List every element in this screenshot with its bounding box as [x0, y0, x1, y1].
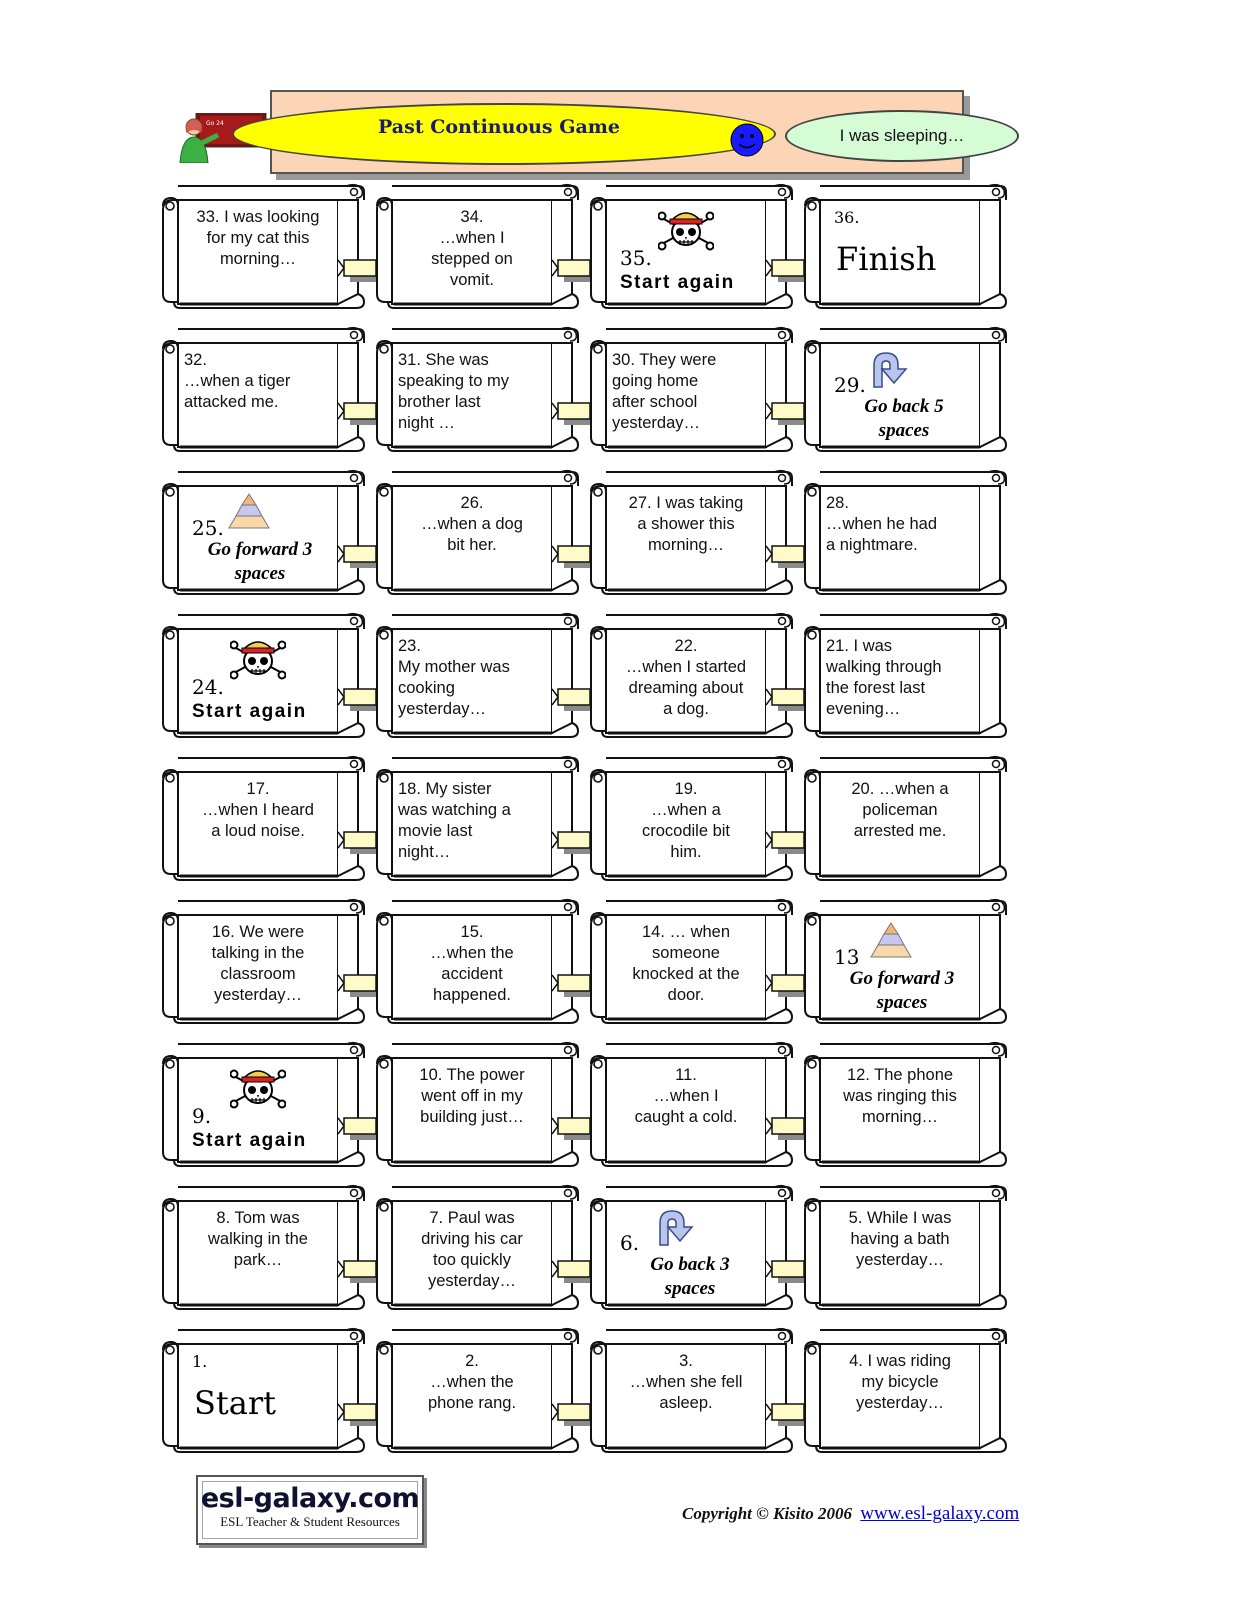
square-text	[826, 493, 974, 556]
square-content	[178, 200, 336, 302]
board-square-11	[586, 1038, 796, 1168]
square-line: 4. I was riding	[849, 1352, 951, 1370]
square-line: …when he had	[826, 515, 937, 533]
square-text	[398, 1065, 546, 1128]
square-number: 24.	[192, 675, 224, 699]
square-line: driving his car	[421, 1230, 523, 1248]
square-line: my bicycle	[861, 1373, 939, 1391]
square-text	[398, 1208, 546, 1292]
board-square-6	[586, 1181, 796, 1311]
pyramid-icon	[226, 492, 272, 532]
pirate-skull-icon	[230, 1066, 286, 1114]
square-line: a shower this	[637, 515, 735, 533]
board-square-34	[372, 180, 582, 310]
square-line: 28.	[826, 494, 849, 512]
square-line: cooking	[398, 679, 455, 697]
square-content	[392, 486, 550, 588]
square-line: 30. They were	[612, 351, 717, 369]
square-label: Start	[194, 1384, 277, 1422]
square-content	[606, 1201, 764, 1303]
square-line: him.	[670, 843, 702, 861]
board-square-17	[158, 752, 368, 882]
square-line: a loud noise.	[211, 822, 305, 840]
square-line: 2.	[465, 1352, 479, 1370]
square-text	[184, 922, 332, 1006]
square-line: 21. I was	[826, 637, 893, 655]
square-line: too quickly	[433, 1251, 511, 1269]
square-content	[606, 629, 764, 731]
square-content	[392, 629, 550, 731]
board-square-3	[586, 1324, 796, 1454]
square-line: 27. I was taking	[628, 494, 744, 512]
square-line: knocked at the	[632, 965, 740, 983]
square-line: classroom	[220, 965, 296, 983]
go-forward-label: Go forward 3 spaces	[849, 968, 955, 1013]
square-text	[826, 1065, 974, 1128]
square-line: …when the	[430, 944, 514, 962]
board-square-28	[800, 466, 1010, 596]
square-content	[606, 772, 764, 874]
square-line: morning…	[647, 536, 725, 554]
board-square-14	[586, 895, 796, 1025]
board-square-4	[800, 1324, 1010, 1454]
square-line: park…	[233, 1251, 283, 1269]
square-content	[606, 1344, 764, 1446]
board-square-31	[372, 323, 582, 453]
square-line: having a bath	[850, 1230, 950, 1248]
board-square-23	[372, 609, 582, 739]
square-text	[398, 1351, 546, 1414]
square-line: was watching a	[398, 801, 511, 819]
square-line: door.	[667, 986, 705, 1004]
square-line: a nightmare.	[826, 536, 918, 554]
board-square-21	[800, 609, 1010, 739]
square-line: My mother was	[398, 658, 510, 676]
square-line: brother last	[398, 393, 481, 411]
square-line: building just…	[420, 1108, 524, 1126]
board-square-12	[800, 1038, 1010, 1168]
square-line: happened.	[433, 986, 511, 1004]
square-line: caught a cold.	[634, 1108, 738, 1126]
square-line: 34.	[460, 208, 484, 226]
board-square-16	[158, 895, 368, 1025]
square-line: …when I started	[625, 658, 747, 676]
square-line: …when a dog	[421, 515, 523, 533]
pirate-skull-icon	[230, 637, 286, 685]
square-content	[178, 343, 336, 445]
square-line: yesterday…	[213, 986, 303, 1004]
board-square-15	[372, 895, 582, 1025]
square-content	[820, 1201, 978, 1303]
square-line: 22.	[674, 637, 698, 655]
board-square-5	[800, 1181, 1010, 1311]
square-content	[392, 1058, 550, 1160]
square-text	[184, 779, 332, 842]
square-text	[398, 350, 546, 434]
square-text	[826, 1351, 974, 1414]
square-line: 11.	[675, 1066, 697, 1084]
square-line: movie last	[398, 822, 473, 840]
pirate-skull-icon	[658, 208, 714, 256]
square-line: …when I	[439, 229, 505, 247]
square-line: 33. I was looking	[196, 208, 320, 226]
square-line: …when a tiger	[184, 372, 291, 390]
square-content	[606, 200, 764, 302]
square-line: going home	[612, 372, 699, 390]
square-number: 1.	[192, 1352, 208, 1371]
square-number: 25.	[192, 516, 224, 540]
u-turn-arrow-icon	[654, 1207, 698, 1247]
board-square-2	[372, 1324, 582, 1454]
square-content	[392, 1344, 550, 1446]
start-again-label: Start again	[620, 272, 735, 293]
square-line: …when a	[651, 801, 721, 819]
copyright-text: Copyright © Kisito 2006	[682, 1504, 852, 1523]
square-content	[392, 1201, 550, 1303]
board-square-18	[372, 752, 582, 882]
square-line: vomit.	[449, 271, 494, 289]
square-line: went off in my	[421, 1087, 523, 1105]
square-line: after school	[612, 393, 698, 411]
square-text	[826, 1208, 974, 1271]
square-line: …when I heard	[202, 801, 314, 819]
square-line: asleep.	[659, 1394, 713, 1412]
square-content	[820, 343, 978, 445]
square-text	[612, 1065, 760, 1128]
square-line: yesterday…	[427, 1272, 517, 1290]
square-content	[820, 772, 978, 874]
square-line: 32.	[184, 351, 207, 369]
square-content	[606, 486, 764, 588]
logo-subtitle: ESL Teacher & Student Resources	[220, 1514, 400, 1529]
square-content	[606, 1058, 764, 1160]
square-text	[398, 636, 546, 720]
square-line: …when I	[653, 1087, 719, 1105]
square-line: night …	[398, 414, 455, 432]
square-line: 12. The phone	[846, 1066, 954, 1084]
square-text	[398, 922, 546, 1006]
square-label: Finish	[836, 240, 937, 278]
board-square-10	[372, 1038, 582, 1168]
square-line: …when the	[430, 1373, 514, 1391]
square-content	[178, 772, 336, 874]
start-again-label: Start again	[192, 1130, 307, 1151]
square-content	[392, 200, 550, 302]
board-square-26	[372, 466, 582, 596]
logo-text: esl-galaxy.com	[200, 1483, 420, 1514]
square-line: 3.	[679, 1352, 693, 1370]
square-text	[612, 779, 760, 863]
esl-galaxy-logo[interactable]	[196, 1475, 424, 1545]
square-line: night…	[398, 843, 451, 861]
square-number: 13	[834, 945, 860, 969]
square-line: 7. Paul was	[429, 1209, 515, 1227]
pyramid-icon	[868, 921, 914, 961]
square-line: walking through	[826, 658, 942, 676]
square-line: the forest last	[826, 679, 926, 697]
square-line: policeman	[862, 801, 938, 819]
board-square-20	[800, 752, 1010, 882]
square-number: 29.	[834, 373, 866, 397]
square-content	[820, 1344, 978, 1446]
square-content	[178, 915, 336, 1017]
square-text	[398, 779, 546, 863]
square-line: walking in the	[208, 1230, 308, 1248]
square-line: dreaming about	[628, 679, 744, 697]
board-square-29	[800, 323, 1010, 453]
square-number: 36.	[834, 208, 860, 227]
square-number: 9.	[192, 1104, 212, 1128]
board-square-25	[158, 466, 368, 596]
square-content	[178, 486, 336, 588]
square-line: 20. …when a	[851, 780, 949, 798]
square-line: attacked me.	[184, 393, 279, 411]
board-square-33	[158, 180, 368, 310]
square-line: 10. The power	[419, 1066, 525, 1084]
square-text	[612, 493, 760, 556]
square-line: 5. While I was	[848, 1209, 952, 1227]
square-text	[612, 636, 760, 720]
go-back-label: Go back 5 spaces	[864, 396, 944, 441]
square-content	[178, 629, 336, 731]
square-number: 35.	[620, 246, 652, 270]
square-line: someone	[652, 944, 720, 962]
square-line: 16. We were	[211, 923, 305, 941]
board-square-7	[372, 1181, 582, 1311]
board-square-19	[586, 752, 796, 882]
square-line: yesterday…	[855, 1394, 945, 1412]
square-line: accident	[441, 965, 503, 983]
square-line: crocodile bit	[641, 822, 731, 840]
square-content	[178, 1058, 336, 1160]
square-line: morning…	[861, 1108, 939, 1126]
square-number: 6.	[620, 1231, 640, 1255]
square-content	[820, 486, 978, 588]
board-square-8	[158, 1181, 368, 1311]
square-line: bit her.	[447, 536, 497, 554]
game-title: Past Continuous Game	[378, 116, 620, 138]
square-line: a dog.	[663, 700, 709, 718]
square-line: stepped on	[431, 250, 513, 268]
speech-text: I was sleeping…	[839, 126, 965, 145]
square-content	[606, 915, 764, 1017]
square-line: talking in the	[211, 944, 305, 962]
square-text	[184, 207, 332, 270]
square-content	[606, 343, 764, 445]
svg-text:Go 24: Go 24	[206, 120, 224, 127]
board-square-24	[158, 609, 368, 739]
square-line: 14. … when	[641, 923, 731, 941]
square-line: evening…	[826, 700, 901, 718]
square-content	[820, 915, 978, 1017]
square-text	[184, 1208, 332, 1271]
square-line: 15.	[460, 923, 484, 941]
square-line: …when she fell	[629, 1373, 743, 1391]
square-line: speaking to my	[398, 372, 509, 390]
go-back-label: Go back 3 spaces	[650, 1254, 730, 1299]
square-text	[826, 636, 974, 720]
square-text	[826, 779, 974, 842]
board-square-30	[586, 323, 796, 453]
square-text	[398, 493, 546, 556]
square-line: 8. Tom was	[216, 1209, 300, 1227]
site-link[interactable]: www.esl-galaxy.com	[860, 1503, 1020, 1524]
go-forward-label: Go forward 3 spaces	[207, 539, 313, 584]
board-square-9	[158, 1038, 368, 1168]
square-text	[612, 350, 760, 434]
square-line: 31. She was	[398, 351, 489, 369]
square-content	[392, 772, 550, 874]
board-square-13	[800, 895, 1010, 1025]
square-line: 19.	[674, 780, 698, 798]
square-content	[392, 343, 550, 445]
square-text	[398, 207, 546, 291]
board-square-35	[586, 180, 796, 310]
square-line: 17.	[246, 780, 270, 798]
square-text	[184, 350, 332, 413]
square-content	[178, 1344, 336, 1446]
square-content	[178, 1201, 336, 1303]
square-line: 23.	[398, 637, 421, 655]
board-square-1	[158, 1324, 368, 1454]
start-again-label: Start again	[192, 701, 307, 722]
square-line: phone rang.	[427, 1394, 517, 1412]
board-square-27	[586, 466, 796, 596]
square-line: for my cat this	[206, 229, 310, 247]
square-content	[392, 915, 550, 1017]
square-content	[820, 200, 978, 302]
square-line: 18. My sister	[398, 780, 492, 798]
square-line: morning…	[219, 250, 297, 268]
u-turn-arrow-icon	[868, 349, 912, 389]
square-line: was ringing this	[843, 1087, 957, 1105]
square-line: 26.	[460, 494, 484, 512]
board-square-32	[158, 323, 368, 453]
square-line: arrested me.	[853, 822, 947, 840]
square-text	[612, 922, 760, 1006]
square-line: yesterday…	[398, 700, 487, 718]
square-line: yesterday…	[612, 414, 701, 432]
square-text	[612, 1351, 760, 1414]
square-content	[820, 1058, 978, 1160]
board-square-36	[800, 180, 1010, 310]
copyright-line	[682, 1503, 1019, 1525]
board-square-22	[586, 609, 796, 739]
square-line: yesterday…	[855, 1251, 945, 1269]
square-content	[820, 629, 978, 731]
